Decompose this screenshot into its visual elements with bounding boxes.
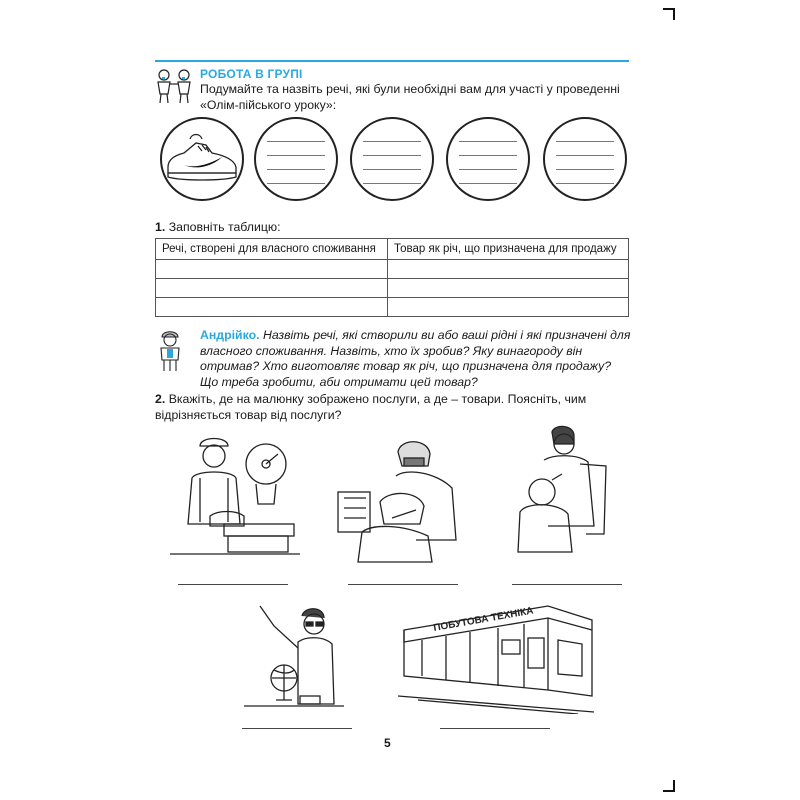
circle-item-blank-3[interactable]: [446, 117, 530, 201]
table-cell[interactable]: [156, 260, 388, 279]
circle-item-blank-4[interactable]: [543, 117, 627, 201]
table-row: [156, 298, 629, 317]
crop-mark-bottom-vertical: [673, 780, 675, 792]
task-1-label: [155, 220, 281, 234]
table-header-for-sale: Товар як річ, що призначена для продажу: [388, 239, 629, 260]
sneaker-icon: [162, 119, 242, 199]
answer-line-2[interactable]: [348, 584, 458, 585]
consumption-table: [155, 238, 629, 317]
task-1-number: 1.: [155, 220, 166, 234]
task-2-label: [155, 392, 633, 423]
dentist-illustration: [332, 432, 464, 568]
store-sign: ПОБУТОВА ТЕХНІКА: [432, 605, 535, 634]
circle-item-blank-2[interactable]: [350, 117, 434, 201]
table-header-own-use: Речі, створені для власного споживання: [156, 239, 388, 260]
andriyko-text: Назвіть речі, які створили ви або ваші рідні і які призначені для власного споживання. Назвіть, хто їх зробив? Яку винагороду він отримав? Хто виготовляє товар як річ, що призначена для продажу? Що треба зробити, аби отримати цей товар?: [200, 328, 631, 389]
table-row: [156, 260, 629, 279]
table-cell[interactable]: [156, 298, 388, 317]
page-number: 5: [384, 736, 391, 750]
group-work-heading: РОБОТА В ГРУПІ: [200, 67, 303, 81]
saleswoman-scale-illustration: [170, 432, 300, 560]
table-cell[interactable]: [156, 279, 388, 298]
answer-line-3[interactable]: [512, 584, 622, 585]
answer-line-1[interactable]: [178, 584, 288, 585]
table-cell[interactable]: [388, 298, 629, 317]
appliance-store-illustration: [398, 600, 594, 714]
children-group-icon: [152, 68, 198, 104]
answer-line-4[interactable]: [242, 728, 352, 729]
barber-illustration: [514, 422, 618, 562]
table-row: [156, 279, 629, 298]
table-cell[interactable]: [388, 260, 629, 279]
task-2-text: Вкажіть, де на малюнку зображено послуги, а де – товари. Поясніть, чим відрізняється товар від послуги?: [155, 392, 587, 422]
teacher-globe-illustration: [244, 596, 344, 714]
answer-line-5[interactable]: [440, 728, 550, 729]
group-work-text: Подумайте та назвіть речі, які були необхідні вам для участі у проведенні «Олім-пійського уроку»:: [200, 82, 620, 112]
table-cell[interactable]: [388, 279, 629, 298]
circle-item-sneaker: [160, 117, 244, 201]
section-divider: [155, 60, 629, 62]
task-1-text: Заповніть таблицю:: [168, 220, 281, 234]
andriyko-name: Андрійко.: [200, 328, 260, 342]
crop-mark-top-vertical: [673, 8, 675, 20]
task-2-number: 2.: [155, 392, 166, 406]
circle-item-blank-1[interactable]: [254, 117, 338, 201]
andriyko-prompt: [200, 328, 632, 390]
boy-character-icon: [155, 328, 185, 372]
